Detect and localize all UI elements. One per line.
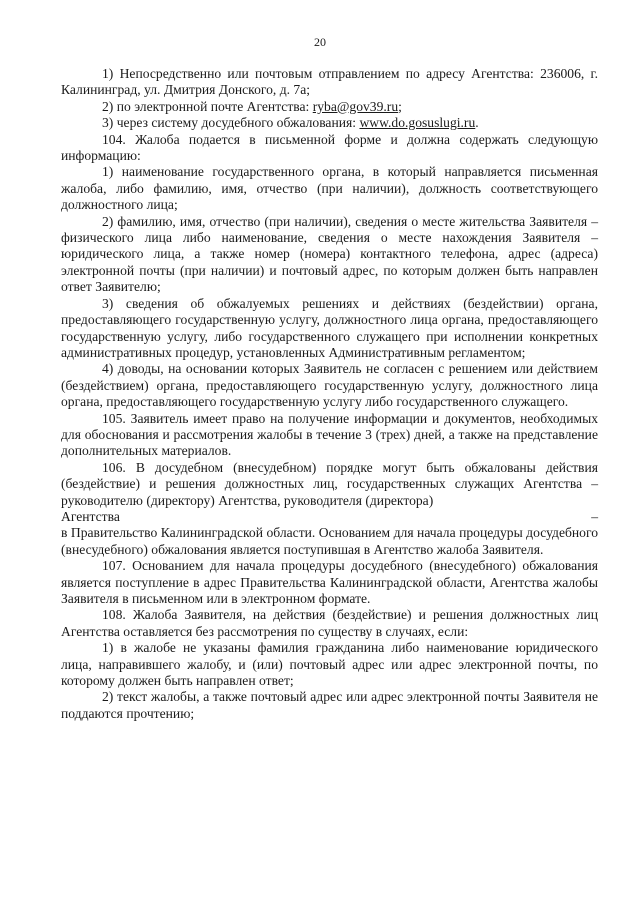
paragraph-email <box>61 99 598 115</box>
paragraph-address: 1) Непосредственно или почтовым отправлением по адресу Агентства: 236006, г. Калининград, ул. Дмитрия Донского, д. 7а; <box>61 66 598 98</box>
split-line-dash: – <box>591 508 598 524</box>
paragraph-104: 104. Жалоба подается в письменной форме и должна содержать следующую информацию: <box>61 131 598 164</box>
portal-prefix: 3) через систему досудебного обжалования: <box>102 115 360 131</box>
paragraph-108: 108. Жалоба Заявителя, на действия (бездействие) и решения должностных лиц Агентства оставляется без рассмотрения по существу в случаях, если: <box>61 607 598 639</box>
paragraph-104-2: 2) фамилию, имя, отчество (при наличии), сведения о месте жительства Заявителя – физического лица либо наименование, сведения о месте нахождения Заявителя – юридического лица, а также номер (номера) контактного телефона, адрес (адреса) электронной почты (при наличии) и почтовый адрес, по которым должен быть направлен ответ Заявителю; <box>61 213 598 295</box>
email-prefix: 2) по электронной почте Агентства: <box>102 98 313 114</box>
paragraph-106-split-line <box>61 509 598 525</box>
paragraph-106-continued: в Правительство Калининградской области. Основанием для начала процедуры досудебного (внесудебного) обжалования является поступившая в Агентство жалоба Заявителя. <box>61 525 598 557</box>
portal-link[interactable]: www.do.gosuslugi.ru <box>359 115 476 131</box>
paragraph-104-3: 3) сведения об обжалуемых решениях и действиях (бездействии) органа, предоставляющего государственную услугу, должностного лица органа, предоставляющего государственную услугу, либо государственного служащего при исполнении конкретных административных процедур, установленных Административным регламентом; <box>61 295 598 360</box>
paragraph-106: 106. В досудебном (внесудебном) порядке могут быть обжалованы действия (бездействие) и решения должностных лиц, государственных служащих Агентства – руководителю (директору) Агентства, руководителя (директора) <box>61 459 598 508</box>
paragraph-104-4: 4) доводы, на основании которых Заявитель не согласен с решением или действием (бездействием) органа, предоставляющего государственную услугу, должностного лица органа, предоставляющего государственную услугу либо государственного служащего. <box>61 361 598 410</box>
split-line-left: Агентства <box>61 508 120 524</box>
paragraph-108-1: 1) в жалобе не указаны фамилия гражданина либо наименование юридического лица, направившего жалобу, и (или) почтовый адрес или адрес электронной почты, по которому должен быть направлен ответ; <box>61 640 598 689</box>
email-suffix: ; <box>398 98 402 114</box>
paragraph-portal <box>61 115 598 131</box>
page-number: 20 <box>314 35 326 49</box>
paragraph-104-1: 1) наименование государственного органа, в который направляется письменная жалоба, либо фамилию, имя, отчество (при наличии), должность соответствующего должностного лица; <box>61 164 598 213</box>
email-link[interactable]: ryba@gov39.ru <box>312 98 399 114</box>
paragraph-107: 107. Основанием для начала процедуры досудебного (внесудебного) обжалования является поступление в адрес Правительства Калининградской области, Агентства жалобы Заявителя в письменном или в электронном формате. <box>61 558 598 606</box>
paragraph-108-2: 2) текст жалобы, а также почтовый адрес или адрес электронной почты Заявителя не поддаются прочтению; <box>61 689 598 721</box>
document-body <box>61 66 598 722</box>
paragraph-105: 105. Заявитель имеет право на получение информации и документов, необходимых для обоснования и рассмотрения жалобы в течение 3 (трех) дней, а также на представление дополнительных материалов. <box>61 410 598 459</box>
portal-suffix: . <box>475 115 479 131</box>
